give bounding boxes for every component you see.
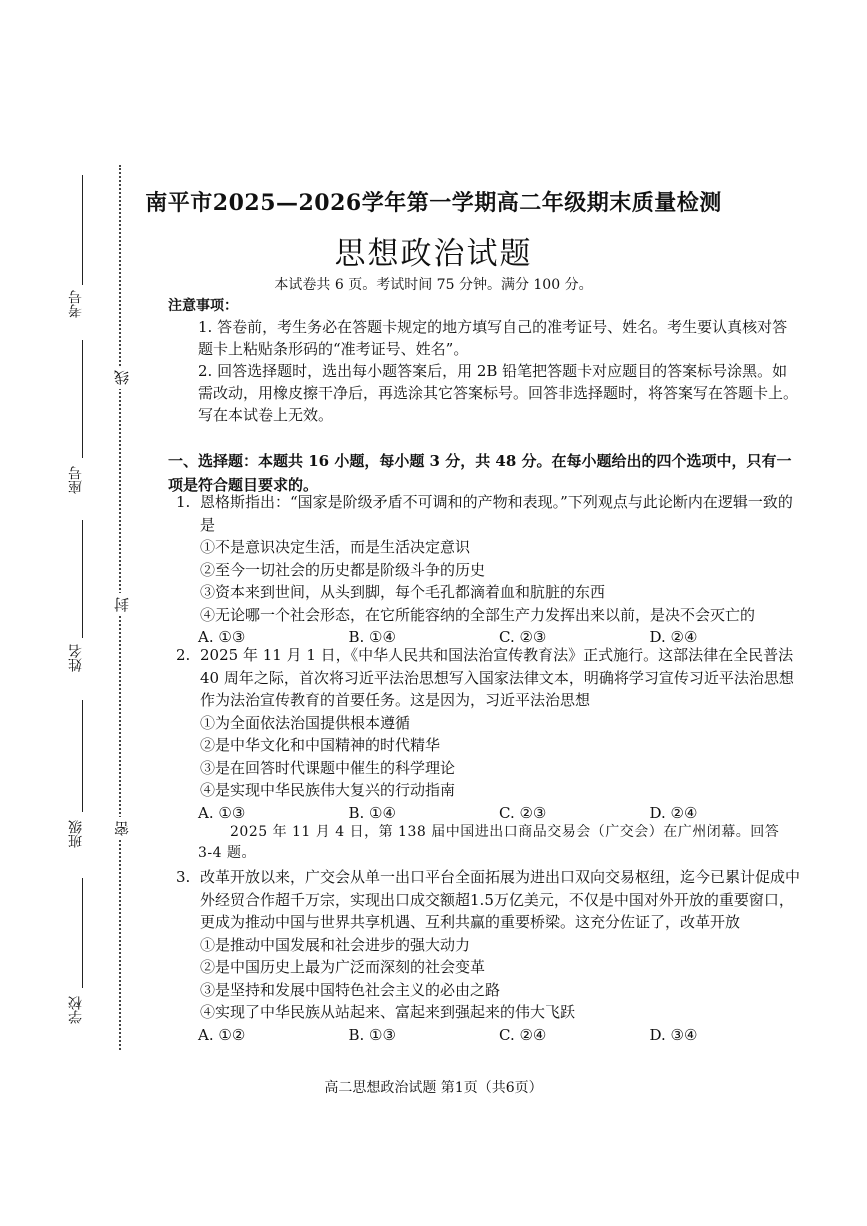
choice-c: C. ②③	[499, 628, 547, 646]
choice-a: A. ①③	[198, 803, 246, 822]
exam-meta: 本试卷共 6 页。考试时间 75 分钟。满分 100 分。	[274, 277, 593, 293]
statement-option: ②是中华文化和中国精神的时代精华	[200, 736, 441, 754]
choice-b: B. ①③	[348, 1025, 396, 1044]
question-number: 1.	[176, 493, 191, 511]
choice-b: B. ①④	[348, 628, 396, 646]
statement-option: ④是实现中华民族伟大复兴的行动指南	[200, 781, 456, 799]
answer-choices	[198, 1024, 800, 1047]
choice-d: D. ②④	[649, 803, 698, 822]
school-line	[82, 878, 83, 988]
statement-option: ③是在回答时代课题中催生的科学理论	[200, 758, 456, 777]
question-stem: 2025 年 11 月 1 日，《中华人民共和国法治宣传教育法》正式施行。这部法律在全民普法 40 周年之际，首次将习近平法治思想写入国家法律文本，明确将学习宣传习近平法治思想作为法治宣传教育的首要任务。这是因为，习近平法治思想	[200, 646, 794, 709]
seat-number-line	[82, 340, 83, 458]
page-footer: 高二思想政治试题 第1页（共6页）	[324, 1080, 543, 1096]
question-number: 3.	[176, 868, 191, 886]
note-item: 2. 回答选择题时，选出每小题答案后，用 2B 铅笔把答题卡对应题目的答案标号涂黑。如需改动，用橡皮擦干净后，再选涂其它答案标号。回答非选择题时，将答案写在答题卡上。写在本试卷上无效。	[198, 362, 799, 424]
cut-mark-seal: 封	[111, 593, 132, 616]
statement-option: ①不是意识决定生活，而是生活决定意识	[200, 538, 471, 556]
section-heading: 一、选择题：本题共 16 小题，每小题 3 分，共 48 分。在每小题给出的四个选项中，只有一项是符合题目要求的。	[168, 452, 792, 494]
seat-number-label: 座号	[68, 466, 84, 494]
choice-a: A. ①②	[198, 1025, 246, 1044]
choice-c: C. ②④	[499, 1025, 547, 1044]
question-1	[176, 491, 800, 649]
exam-title: 南平市2025—2026学年第一学期高二年级期末质量检测	[145, 190, 722, 216]
name-label: 姓名	[68, 644, 84, 672]
cut-mark-secret: 密	[111, 817, 132, 840]
choice-d: D. ③④	[649, 1025, 698, 1044]
school-label: 学校	[68, 996, 84, 1024]
statement-option: ②至今一切社会的历史都是阶级斗争的历史	[200, 560, 486, 579]
question-stem: 恩格斯指出：“国家是阶级矛盾不可调和的产物和表现。”下列观点与此论断内在逻辑一致的是	[200, 493, 793, 534]
question-number: 2.	[176, 646, 191, 664]
question-stem: 改革开放以来，广交会从单一出口平台全面拓展为进出口双向交易枢纽，迄今已累计促成中外经贸合作超千万宗，实现出口成交额超1.5万亿美元，不仅是中国对外开放的重要窗口，更成为推动中国与世界共享机遇、互利共赢的重要桥梁。这充分佐证了，改革开放	[200, 868, 801, 931]
exam-number-label: 考号	[68, 290, 84, 318]
class-line	[82, 700, 83, 812]
choice-b: B. ①④	[348, 803, 396, 822]
statement-option: ③是坚持和发展中国特色社会主义的必由之路	[200, 980, 501, 999]
class-label: 班级	[68, 820, 84, 848]
question-2	[176, 644, 800, 824]
answer-choices	[198, 802, 800, 825]
notes-heading: 注意事项：	[168, 298, 238, 314]
question-3	[176, 866, 800, 1046]
statement-option: ①是推动中国发展和社会进步的强大动力	[200, 935, 471, 954]
choice-d: D. ②④	[649, 628, 698, 646]
statement-option: ①为全面依法治国提供根本遵循	[200, 713, 411, 732]
statement-option: ④实现了中华民族从站起来、富起来到强起来的伟大飞跃	[200, 1003, 576, 1021]
statement-option: ②是中国历史上最为广泛而深刻的社会变革	[200, 958, 486, 976]
subject-title: 思想政治试题	[334, 236, 533, 272]
name-line	[82, 520, 83, 638]
statement-option: ④无论哪一个社会形态，在它所能容纳的全部生产力发挥出来以前，是决不会灭亡的	[200, 605, 756, 624]
note-item: 1. 答卷前，考生务必在答题卡规定的地方填写自己的准考证号、姓名。考生要认真核对答题卡上粘贴条形码的“准考证号、姓名”。	[198, 318, 788, 358]
cut-mark-line: 线	[111, 366, 132, 389]
statement-option: ③资本来到世间，从头到脚，每个毛孔都滴着血和肮脏的东西	[200, 583, 606, 601]
choice-c: C. ②③	[499, 803, 547, 822]
material-passage: 2025 年 11 月 4 日，第 138 届中国进出口商品交易会（广交会）在广州闭幕。回答 3-4 题。	[198, 824, 780, 861]
choice-a: A. ①③	[198, 628, 246, 646]
